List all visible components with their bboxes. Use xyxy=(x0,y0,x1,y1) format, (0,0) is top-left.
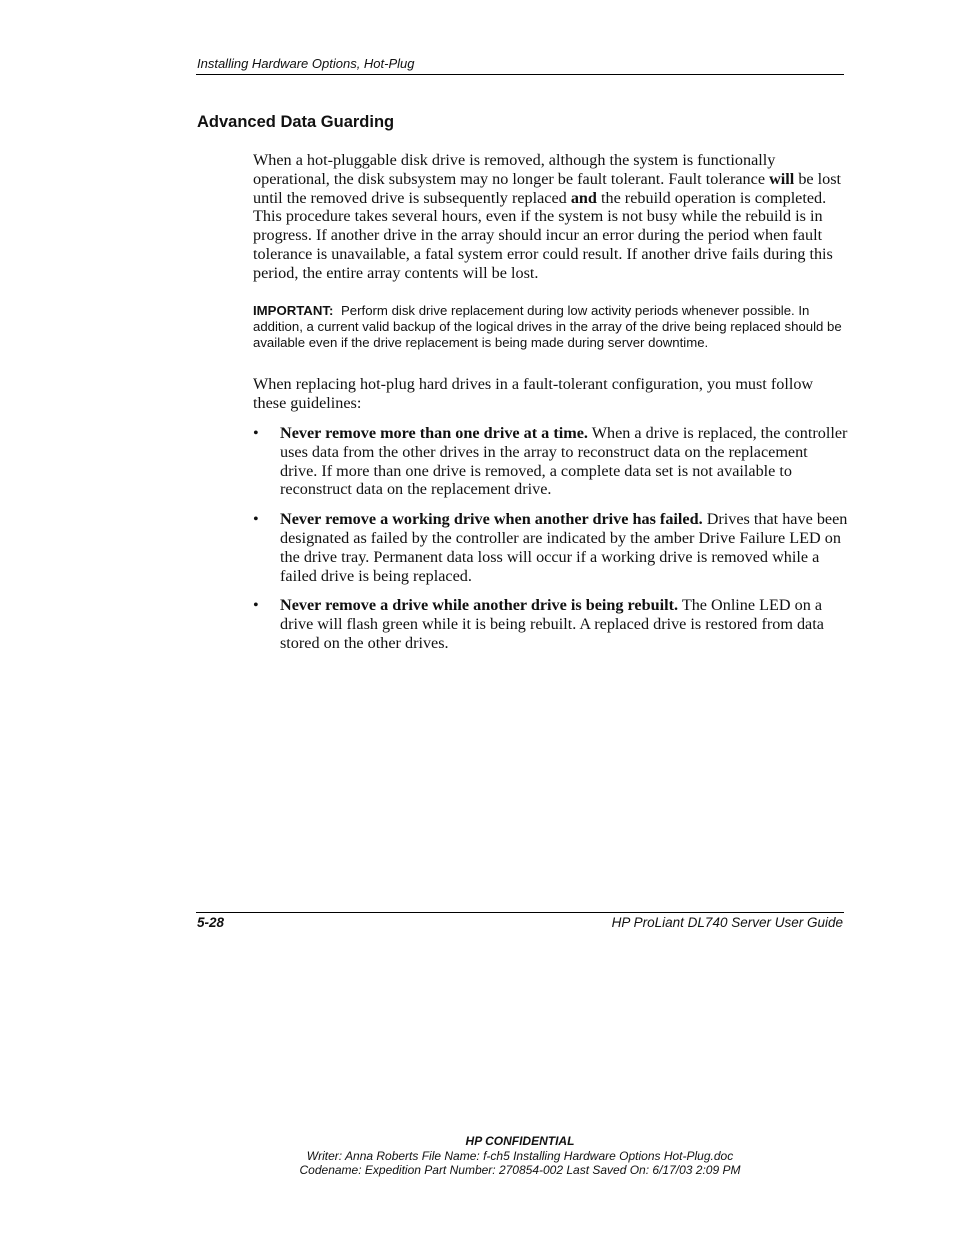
body-paragraph-1 xyxy=(253,151,849,283)
important-note xyxy=(253,303,849,351)
page-number: 5-28 xyxy=(197,915,225,930)
paragraph-1-bold-will: will xyxy=(769,169,795,188)
bullet-marker: • xyxy=(253,596,259,615)
guideline-item xyxy=(253,510,849,585)
bullet-marker: • xyxy=(253,510,259,529)
header-divider xyxy=(196,74,844,75)
section-title: Advanced Data Guarding xyxy=(197,113,395,131)
running-header: Installing Hardware Options, Hot-Plug xyxy=(197,56,415,71)
paragraph-1-text-c: the rebuild operation is completed. This procedure takes several hours, even if the system is not busy while the rebuild is in progress. If another drive in the array should incur an error during the period when fault tolerance is unavailable, a fatal system error could result. If another drive fails during this period, the entire array contents will be lost. xyxy=(253,188,833,282)
guideline-item xyxy=(253,424,849,499)
important-label: IMPORTANT: xyxy=(253,303,334,318)
confidential-codename-line: Codename: Expedition Part Number: 270854-002 Last Saved On: 6/17/03 2:09 PM xyxy=(299,1163,741,1177)
footer-divider xyxy=(196,912,844,913)
guideline-text: The Online LED on a drive will flash green while it is being rebuilt. A replaced drive is restored from data stored on the other drives. xyxy=(280,596,824,652)
paragraph-1-bold-and: and xyxy=(570,188,597,207)
guidelines-list xyxy=(253,424,849,664)
guideline-text: When a drive is replaced, the controller uses data from the other drives in the array to reconstruct data on the replacement drive. If more than one drive is removed, a complete data set is not available to reconstruct data on the replacement drive. xyxy=(280,424,848,499)
guide-title: HP ProLiant DL740 Server User Guide xyxy=(611,915,843,930)
guideline-lead: Never remove a drive while another drive is being rebuilt. xyxy=(280,596,679,615)
important-text: Perform disk drive replacement during low activity periods whenever possible. In addition, a current valid backup of the logical drives in the array of the drive being replaced should be available even if the drive replacement is being made during server downtime. xyxy=(253,303,842,350)
guideline-text: Drives that have been designated as failed by the controller are indicated by the amber Drive Failure LED on the drive tray. Permanent data loss will occur if a working drive is removed while a failed drive is being replaced. xyxy=(280,510,848,585)
confidential-writer-line: Writer: Anna Roberts File Name: f-ch5 Installing Hardware Options Hot-Plug.doc xyxy=(306,1149,734,1163)
guideline-lead: Never remove a working drive when another drive has failed. xyxy=(280,510,703,529)
bullet-marker: • xyxy=(253,424,259,442)
guideline-item xyxy=(253,596,849,652)
confidential-title: HP CONFIDENTIAL xyxy=(465,1134,575,1148)
guideline-lead: Never remove more than one drive at a time. xyxy=(280,424,588,442)
paragraph-1-text-b: be lost until the removed drive is subsequently replaced xyxy=(253,169,842,207)
paragraph-1-text-a: When a hot-pluggable disk drive is removed, although the system is functionally operational, the disk subsystem may no longer be fault tolerant. Fault tolerance xyxy=(253,151,776,188)
body-paragraph-2: When replacing hot-plug hard drives in a fault-tolerant configuration, you must follow these guidelines: xyxy=(253,375,814,412)
